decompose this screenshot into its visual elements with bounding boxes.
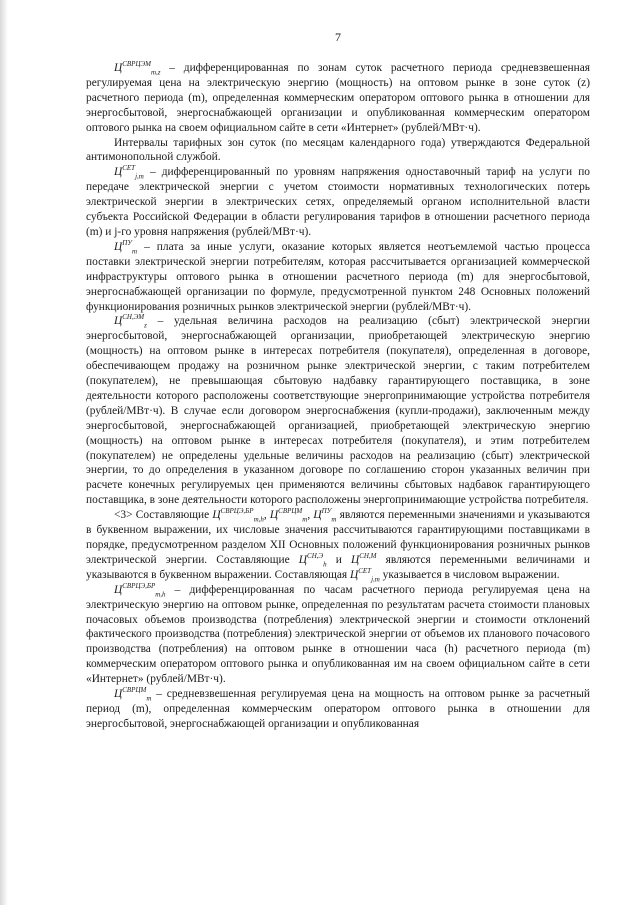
separator: , [263,509,270,522]
definition-paragraph [86,314,590,508]
text-paragraph [86,136,590,166]
formula-symbol: $Ц^{СН,Э}_h$ [298,552,327,569]
formula-symbol: $Ц^{ПУ}_m$ [313,507,337,524]
formula-symbol: $Ц^{СВРЦМ}_m$ [114,686,152,703]
page-number: 7 [335,30,341,44]
definition-paragraph [86,687,590,732]
formula-symbol: $Ц^{СВРЦМ}_m$ [269,507,308,524]
formula-symbol: $Ц^{СВРЦЭ,БР}_{m,h}$ [212,507,264,524]
separator: , [307,509,314,522]
paragraph-text: являются переменными значениями и указываются в буквенном выражении, их числовые значения рассчитываются гарантирующими поставщиками в порядке, предусмотренном разделом XII Основных положений функционирования розничных рынков электрической энергии. Составляющие [86,509,590,566]
formula-symbol: $Ц^{СЕТ}_{j,m}$ [114,164,144,181]
paragraph-text: Интервалы тарифных зон суток (по месяцам календарного года) утверждаются Федеральной антимонопольной службой. [86,136,590,164]
footnote-paragraph [86,508,590,583]
formula-symbol: $Ц^{СВРЦЭМ}_{m,z}$ [114,60,161,77]
separator: и [326,553,351,566]
paragraph-text: – плата за иные услуги, оказание которых является неотъемлемой частью процесса поставки электрической энергии потребителям, которая рассчитывается организацией коммерческой инфраструктуры оптового рынка в отношении расчетного периода (m) для энергосбытовой, энергоснабжающей организации по формуле, предусмотренной пунктом 248 Основных положений функционирования розничных рынков электрической энергии (рублей/МВт·ч). [86,240,590,313]
definition-paragraph [86,61,590,136]
definition-paragraph [86,583,590,687]
scan-shadow-edge [0,0,8,905]
paragraph-text: указывается в числовом выражении. [379,568,560,581]
formula-symbol: $Ц^{СЕТ}_{j,m}$ [350,567,380,584]
paragraph-text: – средневзвешенная регулируемая цена на мощность на оптовом рынке за расчетный период (m), определенная коммерческим оператором оптового рынка в отношении для энергосбытовой, энергоснабжающей организации и опубликованная [86,688,590,730]
paragraph-text: – дифференцированная по зонам суток расчетного периода средневзвешенная регулируемая цена на электрическую энергию (мощность) на оптовом рынке в зоне суток (z) расчетного периода (m), определенная коммерческим оператором оптового рынка в отношении для энергосбытовой, энергоснабжающей организации и опубликованная коммерческим оператором оптового рынка на своем официальном сайте в сети «Интернет» (рублей/МВт·ч). [86,62,590,134]
formula-symbol: $Ц^{СВРЦЭ,БР}_{m,h}$ [114,581,166,598]
formula-symbol: $Ц^{ПУ}_m$ [114,239,138,256]
formula-symbol: $Ц^{СН,ЭМ}_z$ [114,313,147,330]
paragraph-text: – дифференцированная по часам расчетного периода регулируемая цена на электрическую энергию на оптовом рынке, определенная по результатам расчета стоимости плановых почасовых объемов производства (потребления) электрической энергии и стоимости отклонений фактического производства (потребления) электрической энергии от объемов их планового почасового производства (потребления) на оптовом рынке в отношении часа (h) расчетного периода (m) коммерческим оператором оптового рынка и опубликованная им на своем официальном сайте в сети «Интернет» (рублей/МВт·ч). [86,583,590,686]
paragraph-text: – дифференцированный по уровням напряжения одноставочный тариф на услуги по передаче электрической энергии с учетом стоимости нормативных технологических потерь электрической энергии в электрических сетях, определяемый органом исполнительной власти субъекта Российской Федерации в области регулирования тарифов в отношении расчетного периода (m) и j-го уровня напряжения (рублей/МВт·ч). [86,166,590,238]
paragraph-text: <3> Составляющие [114,509,213,522]
formula-symbol: $Ц^{СН,М}$ [350,552,377,566]
definition-paragraph [86,240,590,315]
definition-paragraph [86,165,590,240]
paragraph-text: – удельная величина расходов на реализацию (сбыт) электрической энергии энергосбытовой, энергоснабжающей организации, приобретающей электрическую энергию (мощность) на оптовом рынке в интересах потребителя (покупателя), определенная в договоре, обеспечивающем продажу на розничном рынке электрической энергии, с таким потребителем (покупателем), не превышающая сбытовую надбавку гарантирующего поставщика, в зоне деятельности которого расположены соответствующие энергопринимающие устройства потребителя (рублей/МВт·ч). В случае если договором энергоснабжения (купли-продажи), заключенным между энергосбытовой, энергоснабжающей организацией, приобретающей электрическую энергию (мощность) на оптовом рынке в интересах потребителя (покупателя), и этим потребителем (покупателем) не определены удельные величины расходов на реализацию (сбыт) электрической энергии, то до определения в указанном договоре по соглашению сторон указанных величин при расчете конечных регулируемых цен применяются величины сбытовых надбавок гарантирующего поставщика, в зоне деятельности которого расположены энергопринимающие устройства потребителя. [86,315,590,507]
paragraph-text: являются переменными величинами и указываются в буквенном выражении. Составляющая [86,553,591,581]
